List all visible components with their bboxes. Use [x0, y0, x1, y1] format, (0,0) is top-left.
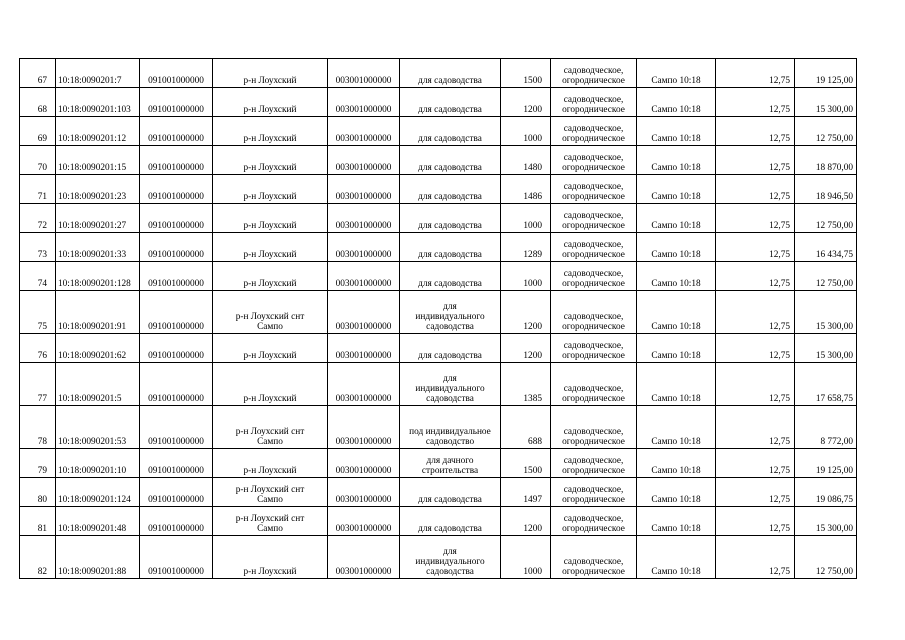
unit-price-cell: 12,75 — [716, 88, 795, 117]
location-cell: р-н Лоухский — [213, 233, 328, 262]
category-code-cell: 003001000000 — [328, 291, 400, 334]
row-number-cell: 81 — [20, 507, 56, 536]
area-cell: 1385 — [501, 363, 551, 406]
valuation-zone-cell: Сампо 10:18 — [637, 146, 716, 175]
area-cell: 1486 — [501, 175, 551, 204]
category-code-cell: 003001000000 — [328, 175, 400, 204]
municipal-code-cell: 091001000000 — [140, 175, 213, 204]
row-number-cell: 72 — [20, 204, 56, 233]
municipal-code-cell: 091001000000 — [140, 88, 213, 117]
cadastral-number-cell: 10:18:0090201:88 — [56, 536, 140, 579]
cadastral-value-cell: 18 946,50 — [795, 175, 857, 204]
valuation-zone-cell: Сампо 10:18 — [637, 536, 716, 579]
valuation-zone-cell: Сампо 10:18 — [637, 334, 716, 363]
cadastral-number-cell: 10:18:0090201:103 — [56, 88, 140, 117]
area-cell: 1500 — [501, 449, 551, 478]
table-row — [20, 291, 857, 334]
municipal-code-cell: 091001000000 — [140, 449, 213, 478]
location-cell: р-н Лоухский — [213, 334, 328, 363]
permitted-use-cell: для индивидуального садоводства — [400, 536, 501, 579]
area-cell: 1000 — [501, 117, 551, 146]
category-code-cell: 003001000000 — [328, 406, 400, 449]
cadastral-value-cell: 15 300,00 — [795, 88, 857, 117]
cadastral-number-cell: 10:18:0090201:12 — [56, 117, 140, 146]
table-row — [20, 478, 857, 507]
municipal-code-cell: 091001000000 — [140, 204, 213, 233]
cadastral-value-cell: 15 300,00 — [795, 334, 857, 363]
category-code-cell: 003001000000 — [328, 146, 400, 175]
category-code-cell: 003001000000 — [328, 233, 400, 262]
unit-price-cell: 12,75 — [716, 262, 795, 291]
valuation-zone-cell: Сампо 10:18 — [637, 507, 716, 536]
unit-price-cell: 12,75 — [716, 59, 795, 88]
land-use-type-cell: садоводческое, огородническое — [551, 536, 637, 579]
valuation-zone-cell: Сампо 10:18 — [637, 363, 716, 406]
table-row — [20, 117, 857, 146]
valuation-zone-cell: Сампо 10:18 — [637, 88, 716, 117]
row-number-cell: 68 — [20, 88, 56, 117]
area-cell: 1000 — [501, 262, 551, 291]
location-cell: р-н Лоухский — [213, 204, 328, 233]
valuation-zone-cell: Сампо 10:18 — [637, 117, 716, 146]
permitted-use-cell: для садоводства — [400, 507, 501, 536]
category-code-cell: 003001000000 — [328, 88, 400, 117]
cadastral-number-cell: 10:18:0090201:33 — [56, 233, 140, 262]
land-use-type-cell: садоводческое, огородническое — [551, 334, 637, 363]
row-number-cell: 74 — [20, 262, 56, 291]
location-cell: р-н Лоухский снт Сампо — [213, 406, 328, 449]
cadastral-number-cell: 10:18:0090201:10 — [56, 449, 140, 478]
land-use-type-cell: садоводческое, огородническое — [551, 478, 637, 507]
unit-price-cell: 12,75 — [716, 536, 795, 579]
permitted-use-cell: для садоводства — [400, 233, 501, 262]
cadastral-number-cell: 10:18:0090201:62 — [56, 334, 140, 363]
valuation-zone-cell: Сампо 10:18 — [637, 233, 716, 262]
permitted-use-cell: для индивидуального садоводства — [400, 291, 501, 334]
unit-price-cell: 12,75 — [716, 146, 795, 175]
municipal-code-cell: 091001000000 — [140, 406, 213, 449]
cadastral-number-cell: 10:18:0090201:128 — [56, 262, 140, 291]
area-cell: 1200 — [501, 88, 551, 117]
area-cell: 1500 — [501, 59, 551, 88]
category-code-cell: 003001000000 — [328, 204, 400, 233]
location-cell: р-н Лоухский — [213, 88, 328, 117]
land-use-type-cell: садоводческое, огородническое — [551, 204, 637, 233]
category-code-cell: 003001000000 — [328, 59, 400, 88]
category-code-cell: 003001000000 — [328, 536, 400, 579]
table-row — [20, 363, 857, 406]
valuation-zone-cell: Сампо 10:18 — [637, 406, 716, 449]
land-use-type-cell: садоводческое, огородническое — [551, 406, 637, 449]
municipal-code-cell: 091001000000 — [140, 117, 213, 146]
unit-price-cell: 12,75 — [716, 363, 795, 406]
cadastral-number-cell: 10:18:0090201:48 — [56, 507, 140, 536]
land-use-type-cell: садоводческое, огородническое — [551, 262, 637, 291]
cadastral-value-cell: 15 300,00 — [795, 291, 857, 334]
permitted-use-cell: для садоводства — [400, 478, 501, 507]
valuation-zone-cell: Сампо 10:18 — [637, 478, 716, 507]
location-cell: р-н Лоухский — [213, 363, 328, 406]
cadastral-value-cell: 12 750,00 — [795, 117, 857, 146]
permitted-use-cell: для садоводства — [400, 334, 501, 363]
unit-price-cell: 12,75 — [716, 204, 795, 233]
valuation-zone-cell: Сампо 10:18 — [637, 262, 716, 291]
permitted-use-cell: под индивидуальное садоводство — [400, 406, 501, 449]
area-cell: 1200 — [501, 291, 551, 334]
land-use-type-cell: садоводческое, огородническое — [551, 117, 637, 146]
table-row — [20, 262, 857, 291]
land-use-type-cell: садоводческое, огородническое — [551, 59, 637, 88]
location-cell: р-н Лоухский — [213, 449, 328, 478]
cadastral-number-cell: 10:18:0090201:5 — [56, 363, 140, 406]
land-use-type-cell: садоводческое, огородническое — [551, 449, 637, 478]
cadastral-value-cell: 16 434,75 — [795, 233, 857, 262]
location-cell: р-н Лоухский — [213, 175, 328, 204]
table-row — [20, 507, 857, 536]
cadastral-value-cell: 19 086,75 — [795, 478, 857, 507]
area-cell: 1289 — [501, 233, 551, 262]
valuation-zone-cell: Сампо 10:18 — [637, 204, 716, 233]
land-use-type-cell: садоводческое, огородническое — [551, 507, 637, 536]
land-use-type-cell: садоводческое, огородническое — [551, 175, 637, 204]
location-cell: р-н Лоухский — [213, 146, 328, 175]
area-cell: 1480 — [501, 146, 551, 175]
table-row — [20, 146, 857, 175]
permitted-use-cell: для садоводства — [400, 262, 501, 291]
land-use-type-cell: садоводческое, огородническое — [551, 233, 637, 262]
cadastral-number-cell: 10:18:0090201:15 — [56, 146, 140, 175]
area-cell: 1200 — [501, 507, 551, 536]
unit-price-cell: 12,75 — [716, 117, 795, 146]
row-number-cell: 69 — [20, 117, 56, 146]
row-number-cell: 75 — [20, 291, 56, 334]
municipal-code-cell: 091001000000 — [140, 146, 213, 175]
category-code-cell: 003001000000 — [328, 334, 400, 363]
row-number-cell: 71 — [20, 175, 56, 204]
land-use-type-cell: садоводческое, огородническое — [551, 363, 637, 406]
municipal-code-cell: 091001000000 — [140, 507, 213, 536]
unit-price-cell: 12,75 — [716, 334, 795, 363]
location-cell: р-н Лоухский — [213, 117, 328, 146]
unit-price-cell: 12,75 — [716, 507, 795, 536]
area-cell: 1497 — [501, 478, 551, 507]
permitted-use-cell: для индивидуального садоводства — [400, 363, 501, 406]
permitted-use-cell: для садоводства — [400, 146, 501, 175]
permitted-use-cell: для садоводства — [400, 117, 501, 146]
row-number-cell: 78 — [20, 406, 56, 449]
municipal-code-cell: 091001000000 — [140, 363, 213, 406]
cadastral-value-cell: 12 750,00 — [795, 262, 857, 291]
table-body — [20, 59, 857, 579]
cadastral-number-cell: 10:18:0090201:53 — [56, 406, 140, 449]
row-number-cell: 80 — [20, 478, 56, 507]
valuation-zone-cell: Сампо 10:18 — [637, 291, 716, 334]
category-code-cell: 003001000000 — [328, 363, 400, 406]
municipal-code-cell: 091001000000 — [140, 233, 213, 262]
row-number-cell: 70 — [20, 146, 56, 175]
area-cell: 1000 — [501, 536, 551, 579]
area-cell: 1000 — [501, 204, 551, 233]
row-number-cell: 76 — [20, 334, 56, 363]
category-code-cell: 003001000000 — [328, 449, 400, 478]
cadastral-value-cell: 8 772,00 — [795, 406, 857, 449]
municipal-code-cell: 091001000000 — [140, 59, 213, 88]
location-cell: р-н Лоухский — [213, 536, 328, 579]
row-number-cell: 77 — [20, 363, 56, 406]
unit-price-cell: 12,75 — [716, 449, 795, 478]
table-row — [20, 88, 857, 117]
table-row — [20, 406, 857, 449]
municipal-code-cell: 091001000000 — [140, 536, 213, 579]
row-number-cell: 73 — [20, 233, 56, 262]
cadastral-value-cell: 15 300,00 — [795, 507, 857, 536]
permitted-use-cell: для садоводства — [400, 204, 501, 233]
valuation-zone-cell: Сампо 10:18 — [637, 175, 716, 204]
cadastral-number-cell: 10:18:0090201:23 — [56, 175, 140, 204]
municipal-code-cell: 091001000000 — [140, 334, 213, 363]
unit-price-cell: 12,75 — [716, 478, 795, 507]
cadastral-number-cell: 10:18:0090201:27 — [56, 204, 140, 233]
table-row — [20, 449, 857, 478]
unit-price-cell: 12,75 — [716, 233, 795, 262]
table-row — [20, 536, 857, 579]
valuation-zone-cell: Сампо 10:18 — [637, 449, 716, 478]
municipal-code-cell: 091001000000 — [140, 262, 213, 291]
location-cell: р-н Лоухский снт Сампо — [213, 478, 328, 507]
category-code-cell: 003001000000 — [328, 117, 400, 146]
category-code-cell: 003001000000 — [328, 507, 400, 536]
land-use-type-cell: садоводческое, огородническое — [551, 88, 637, 117]
table-row — [20, 59, 857, 88]
permitted-use-cell: для садоводства — [400, 175, 501, 204]
cadastral-value-cell: 19 125,00 — [795, 59, 857, 88]
location-cell: р-н Лоухский — [213, 59, 328, 88]
cadastral-number-cell: 10:18:0090201:7 — [56, 59, 140, 88]
row-number-cell: 79 — [20, 449, 56, 478]
land-use-type-cell: садоводческое, огородническое — [551, 146, 637, 175]
cadastral-value-cell: 12 750,00 — [795, 204, 857, 233]
row-number-cell: 82 — [20, 536, 56, 579]
permitted-use-cell: для садоводства — [400, 88, 501, 117]
permitted-use-cell: для садоводства — [400, 59, 501, 88]
cadastral-value-cell: 17 658,75 — [795, 363, 857, 406]
area-cell: 688 — [501, 406, 551, 449]
location-cell: р-н Лоухский снт Сампо — [213, 507, 328, 536]
location-cell: р-н Лоухский снт Сампо — [213, 291, 328, 334]
land-use-type-cell: садоводческое, огородническое — [551, 291, 637, 334]
cadastral-number-cell: 10:18:0090201:124 — [56, 478, 140, 507]
cadastral-number-cell: 10:18:0090201:91 — [56, 291, 140, 334]
area-cell: 1200 — [501, 334, 551, 363]
table-row — [20, 334, 857, 363]
category-code-cell: 003001000000 — [328, 262, 400, 291]
unit-price-cell: 12,75 — [716, 406, 795, 449]
valuation-zone-cell: Сампо 10:18 — [637, 59, 716, 88]
cadastral-value-cell: 19 125,00 — [795, 449, 857, 478]
cadastral-value-cell: 12 750,00 — [795, 536, 857, 579]
municipal-code-cell: 091001000000 — [140, 291, 213, 334]
table-row — [20, 204, 857, 233]
permitted-use-cell: для дачного строительства — [400, 449, 501, 478]
unit-price-cell: 12,75 — [716, 175, 795, 204]
municipal-code-cell: 091001000000 — [140, 478, 213, 507]
table-row — [20, 233, 857, 262]
land-plots-table — [19, 58, 857, 579]
cadastral-value-cell: 18 870,00 — [795, 146, 857, 175]
table-row — [20, 175, 857, 204]
category-code-cell: 003001000000 — [328, 478, 400, 507]
unit-price-cell: 12,75 — [716, 291, 795, 334]
row-number-cell: 67 — [20, 59, 56, 88]
location-cell: р-н Лоухский — [213, 262, 328, 291]
